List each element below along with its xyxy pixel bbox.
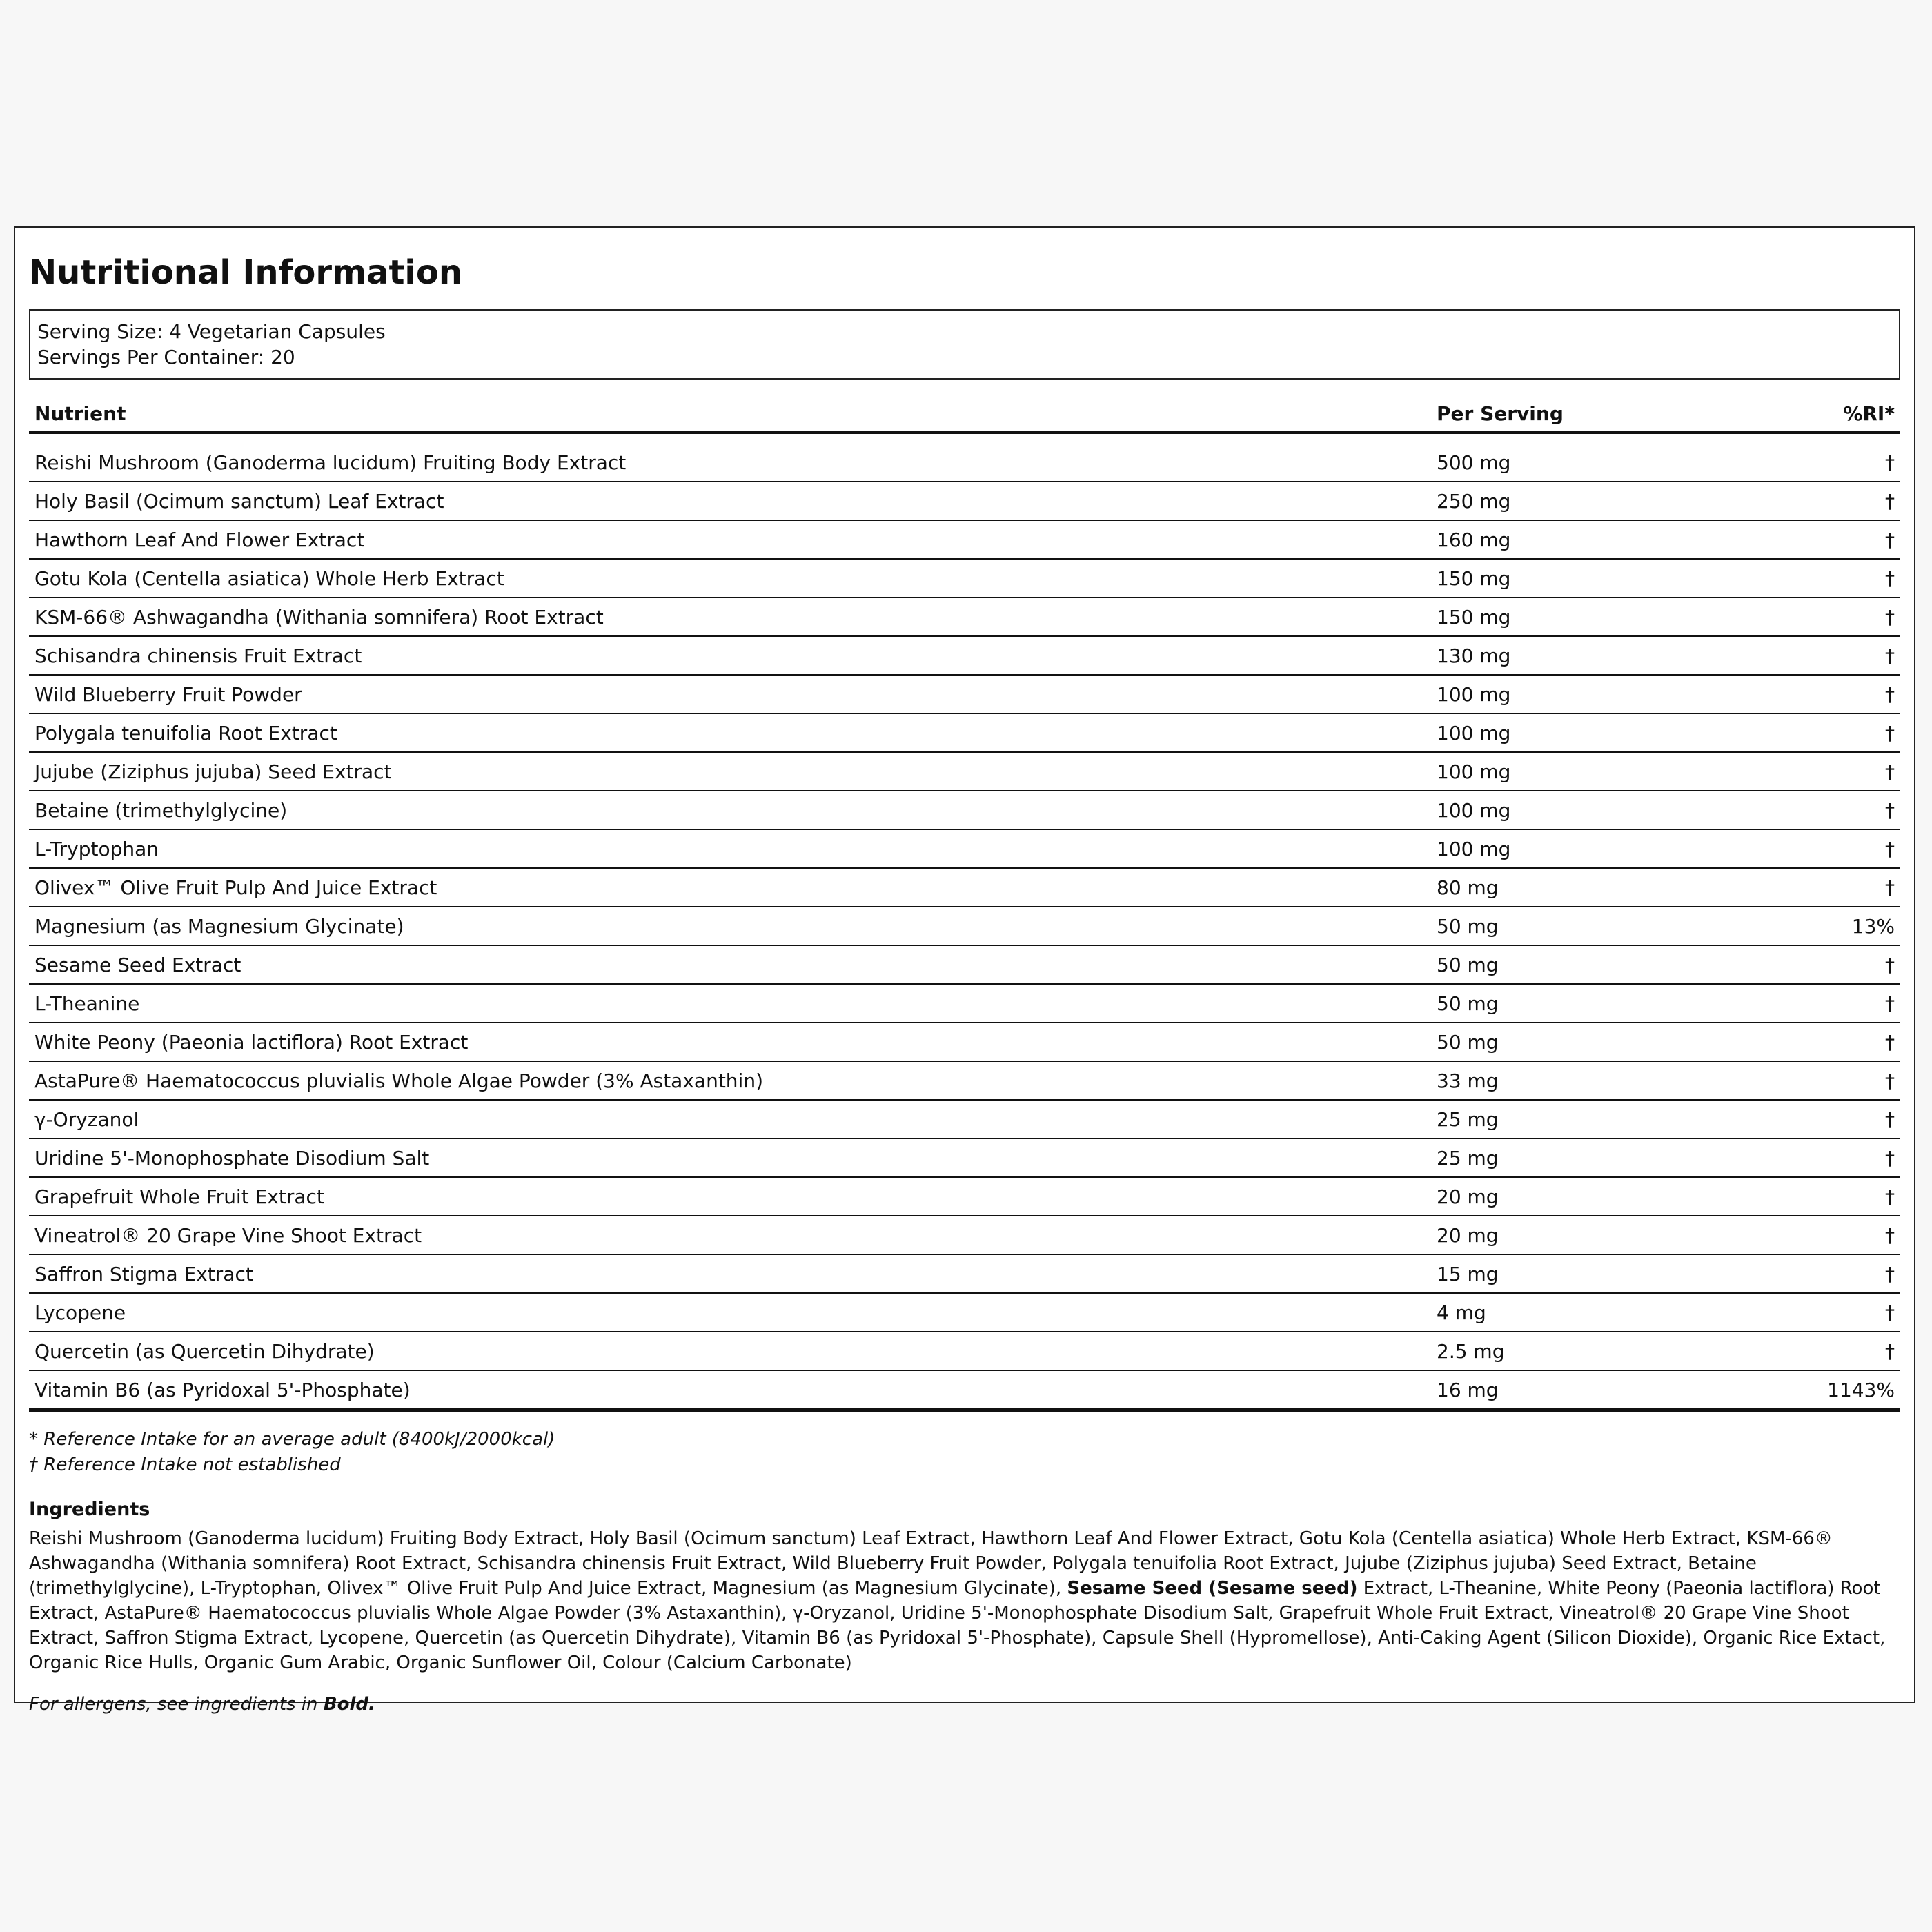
nutrient-name: Betaine (trimethylglycine) (29, 791, 1431, 829)
nutrient-ri: † (1693, 1138, 1900, 1177)
table-row (29, 1023, 1900, 1061)
footnotes (29, 1427, 1900, 1478)
table-row (29, 829, 1900, 868)
serving-info-box (29, 309, 1900, 379)
nutrient-amount: 20 mg (1431, 1216, 1693, 1254)
table-row (29, 945, 1900, 984)
ingredients-text (29, 1526, 1900, 1675)
nutrient-ri: † (1693, 713, 1900, 752)
table-row (29, 713, 1900, 752)
table-row (29, 907, 1900, 945)
nutrient-name: Gotu Kola (Centella asiatica) Whole Herb Extract (29, 559, 1431, 598)
nutrient-amount: 50 mg (1431, 984, 1693, 1023)
nutrient-name: Vitamin B6 (as Pyridoxal 5'-Phosphate) (29, 1370, 1431, 1410)
table-row (29, 791, 1900, 829)
table-row (29, 1177, 1900, 1216)
nutrient-ri: † (1693, 482, 1900, 520)
nutrient-name: L-Tryptophan (29, 829, 1431, 868)
footnote-not-established: † Reference Intake not established (29, 1455, 341, 1475)
nutrient-ri: † (1693, 559, 1900, 598)
nutrient-name: L-Theanine (29, 984, 1431, 1023)
table-row (29, 598, 1900, 636)
nutrient-name: Lycopene (29, 1293, 1431, 1332)
nutrient-name: Uridine 5'-Monophosphate Disodium Salt (29, 1138, 1431, 1177)
nutrient-ri: † (1693, 791, 1900, 829)
nutrient-amount: 160 mg (1431, 520, 1693, 559)
allergen-note (29, 1692, 1900, 1717)
table-row (29, 636, 1900, 675)
nutrient-ri: † (1693, 945, 1900, 984)
header-nutrient: Nutrient (29, 396, 1431, 433)
table-row (29, 559, 1900, 598)
table-row (29, 1254, 1900, 1293)
table-row (29, 984, 1900, 1023)
nutrition-panel (14, 226, 1915, 1715)
nutrient-name: Sesame Seed Extract (29, 945, 1431, 984)
nutrient-name: AstaPure® Haematococcus pluvialis Whole Algae Powder (3% Astaxanthin) (29, 1061, 1431, 1100)
table-header-row (29, 396, 1900, 433)
nutrient-amount: 50 mg (1431, 907, 1693, 945)
nutrient-name: White Peony (Paeonia lactiflora) Root Extract (29, 1023, 1431, 1061)
table-row (29, 1061, 1900, 1100)
table-row (29, 1138, 1900, 1177)
nutrient-amount: 150 mg (1431, 598, 1693, 636)
nutrient-amount: 16 mg (1431, 1370, 1693, 1410)
nutrient-amount: 250 mg (1431, 482, 1693, 520)
ingredients-allergen-bold: Sesame Seed (Sesame seed) (1067, 1578, 1358, 1599)
nutrient-ri: † (1693, 1100, 1900, 1138)
nutrient-table (29, 396, 1900, 1412)
table-row (29, 1370, 1900, 1410)
table-row (29, 1332, 1900, 1370)
nutrient-name: Grapefruit Whole Fruit Extract (29, 1177, 1431, 1216)
nutrient-name: Quercetin (as Quercetin Dihydrate) (29, 1332, 1431, 1370)
nutrient-ri: † (1693, 1254, 1900, 1293)
table-row (29, 1100, 1900, 1138)
nutrient-name: Jujube (Ziziphus jujuba) Seed Extract (29, 752, 1431, 791)
nutrient-name: Saffron Stigma Extract (29, 1254, 1431, 1293)
nutrient-amount: 150 mg (1431, 559, 1693, 598)
nutrient-ri: † (1693, 752, 1900, 791)
nutrient-amount: 4 mg (1431, 1293, 1693, 1332)
serving-size: Serving Size: 4 Vegetarian Capsules (37, 320, 386, 343)
nutrient-ri: 13% (1693, 907, 1900, 945)
nutrient-ri: † (1693, 1023, 1900, 1061)
nutrient-ri: † (1693, 636, 1900, 675)
nutrient-amount: 80 mg (1431, 868, 1693, 907)
nutrient-ri: † (1693, 1177, 1900, 1216)
nutrient-amount: 2.5 mg (1431, 1332, 1693, 1370)
nutrient-name: γ-Oryzanol (29, 1100, 1431, 1138)
nutrient-name: Polygala tenuifolia Root Extract (29, 713, 1431, 752)
nutrient-name: Reishi Mushroom (Ganoderma lucidum) Fruiting Body Extract (29, 433, 1431, 482)
nutrient-amount: 15 mg (1431, 1254, 1693, 1293)
nutrient-name: Magnesium (as Magnesium Glycinate) (29, 907, 1431, 945)
nutrient-ri: † (1693, 1061, 1900, 1100)
ingredients-text-part-1: Reishi Mushroom (Ganoderma lucidum) Fruiting Body Extract, Holy Basil (Ocimum sanctum) Leaf Extract, Hawthorn Leaf And Flower Extract, Gotu Kola (Centella asiatica) Whole Herb Extract, KSM-66® Ashwagandha (Withania somnifera) Root Extract, Schisandra chinensis Fruit Extract, Wild Blueberry Fruit Powder, Polygala tenuifolia Root Extract, Jujube (Ziziphus jujuba) Seed Extract, Betaine (trimethylglycine), L-Tryptophan, Olivex™ Olive Fruit Pulp And Juice Extract, Magnesium (as Magnesium Glycinate), (29, 1528, 1833, 1599)
nutrient-ri: † (1693, 598, 1900, 636)
nutrient-amount: 100 mg (1431, 791, 1693, 829)
nutrient-name: Hawthorn Leaf And Flower Extract (29, 520, 1431, 559)
footnote-reference: * Reference Intake for an average adult (8400kJ/2000kcal) (29, 1429, 555, 1450)
nutrient-name: Holy Basil (Ocimum sanctum) Leaf Extract (29, 482, 1431, 520)
nutrient-ri: † (1693, 868, 1900, 907)
table-row (29, 482, 1900, 520)
nutrient-name: Wild Blueberry Fruit Powder (29, 675, 1431, 713)
table-row (29, 520, 1900, 559)
nutrient-name: Vineatrol® 20 Grape Vine Shoot Extract (29, 1216, 1431, 1254)
table-row (29, 433, 1900, 482)
nutrient-amount: 25 mg (1431, 1100, 1693, 1138)
nutrient-ri: † (1693, 433, 1900, 482)
nutrient-ri: † (1693, 675, 1900, 713)
table-row (29, 1293, 1900, 1332)
nutrient-amount: 50 mg (1431, 945, 1693, 984)
ingredients-heading: Ingredients (29, 1499, 150, 1520)
nutrient-ri: † (1693, 1332, 1900, 1370)
nutrient-ri: † (1693, 984, 1900, 1023)
nutrient-ri: † (1693, 829, 1900, 868)
nutrient-amount: 20 mg (1431, 1177, 1693, 1216)
nutrient-amount: 500 mg (1431, 433, 1693, 482)
nutrient-name: Schisandra chinensis Fruit Extract (29, 636, 1431, 675)
nutrient-amount: 100 mg (1431, 829, 1693, 868)
nutrient-ri: † (1693, 520, 1900, 559)
nutrient-amount: 50 mg (1431, 1023, 1693, 1061)
nutrient-amount: 100 mg (1431, 752, 1693, 791)
header-per-serving: Per Serving (1431, 396, 1693, 433)
nutrient-name: Olivex™ Olive Fruit Pulp And Juice Extract (29, 868, 1431, 907)
table-row (29, 1216, 1900, 1254)
nutrient-ri: † (1693, 1293, 1900, 1332)
nutrient-amount: 130 mg (1431, 636, 1693, 675)
nutrient-amount: 25 mg (1431, 1138, 1693, 1177)
nutrient-ri: 1143% (1693, 1370, 1900, 1410)
nutrient-amount: 100 mg (1431, 675, 1693, 713)
servings-per-container: Servings Per Container: 20 (37, 346, 295, 368)
header-ri: %RI* (1693, 396, 1900, 433)
panel-title: Nutritional Information (29, 253, 463, 292)
nutrient-amount: 33 mg (1431, 1061, 1693, 1100)
nutrient-ri: † (1693, 1216, 1900, 1254)
allergen-note-bold: Bold. (323, 1694, 375, 1715)
nutrient-amount: 100 mg (1431, 713, 1693, 752)
ingredients-text-part-2: Extract, L-Theanine, White Peony (Paeonia lactiflora) Root Extract, AstaPure® Haematococcus pluvialis Whole Algae Powder (3% Astaxanthin), γ-Oryzanol, Uridine 5'-Monophosphate Disodium Salt, Grapefruit Whole Fruit Extract, Vineatrol® 20 Grape Vine Shoot Extract, Saffron Stigma Extract, Lycopene, Quercetin (as Quercetin Dihydrate), Vitamin B6 (as Pyridoxal 5'-Phosphate), Capsule Shell (Hypromellose), Anti-Caking Agent (Silicon Dioxide), Organic Rice Extact, Organic Rice Hulls, Organic Gum Arabic, Organic Sunflower Oil, Colour (Calcium Carbonate) (29, 1578, 1886, 1673)
nutrient-name: KSM-66® Ashwagandha (Withania somnifera) Root Extract (29, 598, 1431, 636)
table-row (29, 675, 1900, 713)
table-row (29, 752, 1900, 791)
allergen-note-text: For allergens, see ingredients in (29, 1694, 324, 1715)
table-row (29, 868, 1900, 907)
